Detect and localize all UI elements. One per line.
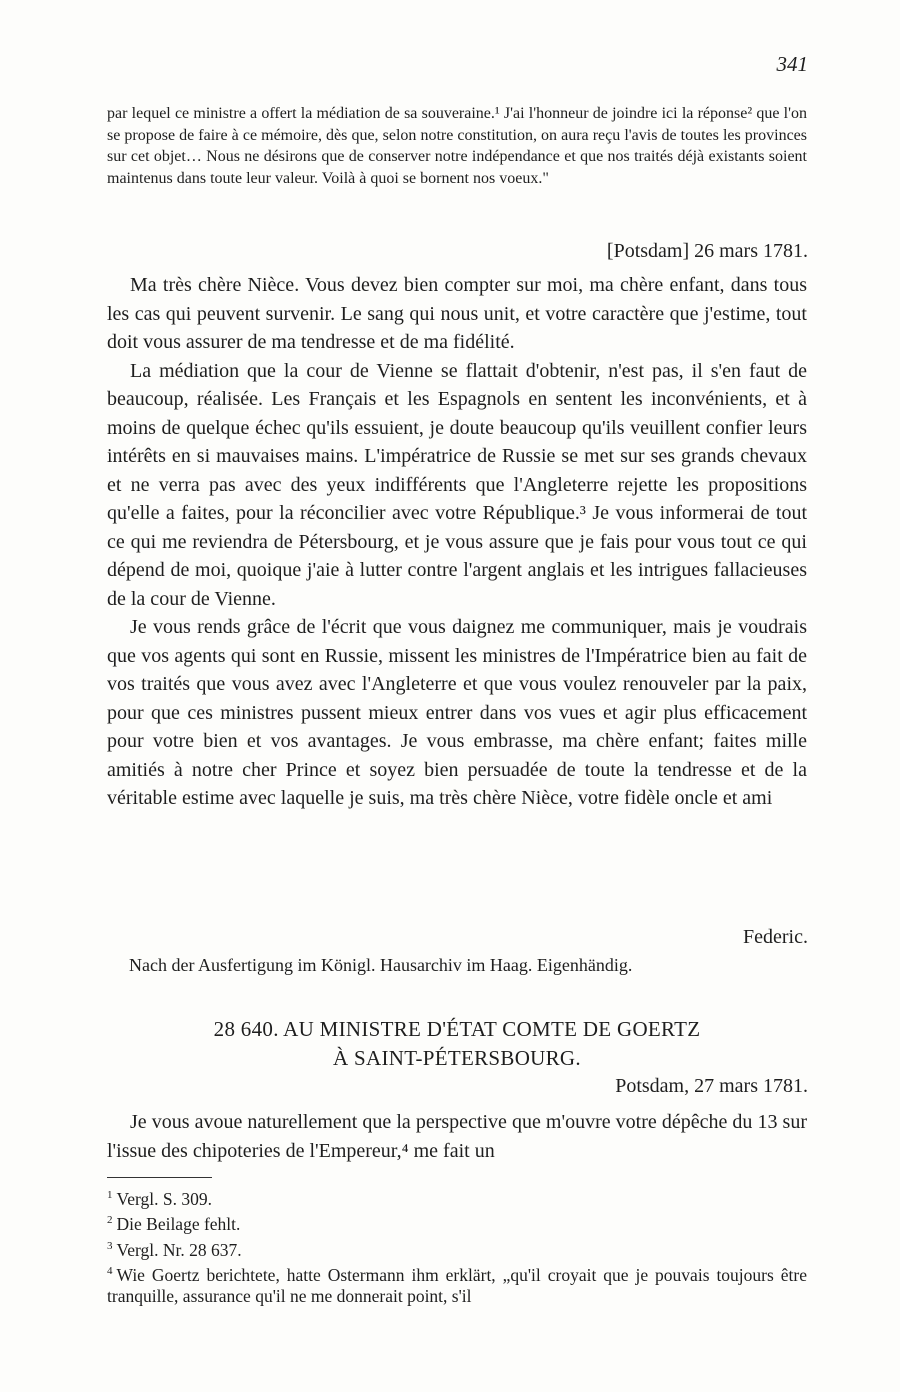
letter2-body xyxy=(107,1108,807,1165)
footnote-mark: 3 xyxy=(107,1239,113,1252)
letter1-signature: Federic. xyxy=(743,926,808,948)
intro-quote xyxy=(107,103,807,190)
page-number: 341 xyxy=(776,52,808,76)
letter2-heading-line-1: 28 640. AU MINISTRE D'ÉTAT COMTE DE GOERTZ xyxy=(213,1017,701,1041)
letter1-body xyxy=(107,271,807,813)
footnote-mark: 1 xyxy=(107,1189,113,1201)
footnote xyxy=(107,1236,807,1261)
letter2-place-date: Potsdam, 27 mars 1781. xyxy=(615,1075,808,1097)
footnote-mark: 2 xyxy=(107,1214,113,1227)
footnote-text: Wie Goertz berichtete, hatte Ostermann ihm erklärt, „qu'il croyait que je pouvais toujours être tranquille, assurance qu'il ne me donnerait point, s'il xyxy=(107,1264,807,1307)
intro-quote-text: par lequel ce ministre a offert la médiation de sa souveraine.¹ J'ai l'honneur de joindre ici la réponse² que l'on se propose de faire à ce mémoire, dès que, selon notre constitution, on aura reçu l'avis de toutes les provinces sur cet objet… Nous ne désirons que de conserver notre indépendance et que nos traités déjà existants soient maintenus dans toute leur valeur. Voilà à quoi se bornent nos voeux." xyxy=(107,105,807,188)
footnotes xyxy=(107,1185,807,1308)
letter1-paragraph-3: Je vous rends grâce de l'écrit que vous daignez me communiquer, mais je voudrais que vos agents qui sont en Russie, missent les ministres de l'Impératrice bien au fait de vos traités que vous avez avec l'Angleterre et que vous voulez renouveler par la paix, pour que ces ministres pussent mieux entrer dans vos vues et agir plus efficacement pour votre bien et vos avantages. Je vous embrasse, ma chère enfant; faites mille amitiés à notre cher Prince et soyez bien persuadée de toute la tendresse et de la véritable estime avec laquelle je suis, ma très chère Nièce, votre fidèle oncle et ami xyxy=(107,616,807,809)
letter2-heading-line-2: À SAINT-PÉTERSBOURG. xyxy=(333,1046,581,1070)
letter1-paragraph-1: Ma très chère Nièce. Vous devez bien compter sur moi, ma chère enfant, dans tous les cas qui peuvent survenir. Le sang qui nous unit, et votre caractère que j'estime, tout doit vous assurer de ma tendresse et de ma fidélité. xyxy=(107,274,807,353)
letter1-paragraph-2: La médiation que la cour de Vienne se flattait d'obtenir, n'est pas, il s'en faut de beaucoup, réalisée. Les Français et les Espagnols en sentent les inconvénients, et à moins de quelque échec qu'ils essuient, je doute beaucoup qu'ils veuillent confier leurs intérêts en si mauvaises mains. L'impératrice de Russie se met sur ses grands chevaux et ne verra pas avec des yeux indifférents que l'Angleterre rejette les propositions qu'elle a faites, pour la réconcilier avec votre République.³ Je vous informerai de tout ce qui me reviendra de Pétersbourg, et je vous assure que je fais pour vous tout ce qui dépend de moi, quoique j'aie à lutter contre l'argent anglais et les intrigues fallacieuses de la cour de Vienne. xyxy=(107,359,807,610)
footnote xyxy=(107,1261,807,1308)
letter2-paragraph: Je vous avoue naturellement que la perspective que m'ouvre votre dépêche du 13 sur l'issue des chipoteries de l'Empereur,⁴ me fait un xyxy=(107,1111,807,1162)
footnote-text: Vergl. S. 309. xyxy=(116,1188,212,1209)
footnote-mark: 4 xyxy=(107,1264,113,1277)
letter1-place-date: [Potsdam] 26 mars 1781. xyxy=(606,240,808,262)
footnote xyxy=(107,1185,807,1210)
footnote xyxy=(107,1210,807,1235)
footnote-text: Die Beilage fehlt. xyxy=(116,1214,241,1235)
footnote-divider xyxy=(107,1177,212,1178)
footnote-text: Vergl. Nr. 28 637. xyxy=(116,1239,242,1260)
letter1-source-note: Nach der Ausfertigung im Königl. Hausarchiv im Haag. Eigenhändig. xyxy=(129,955,633,975)
